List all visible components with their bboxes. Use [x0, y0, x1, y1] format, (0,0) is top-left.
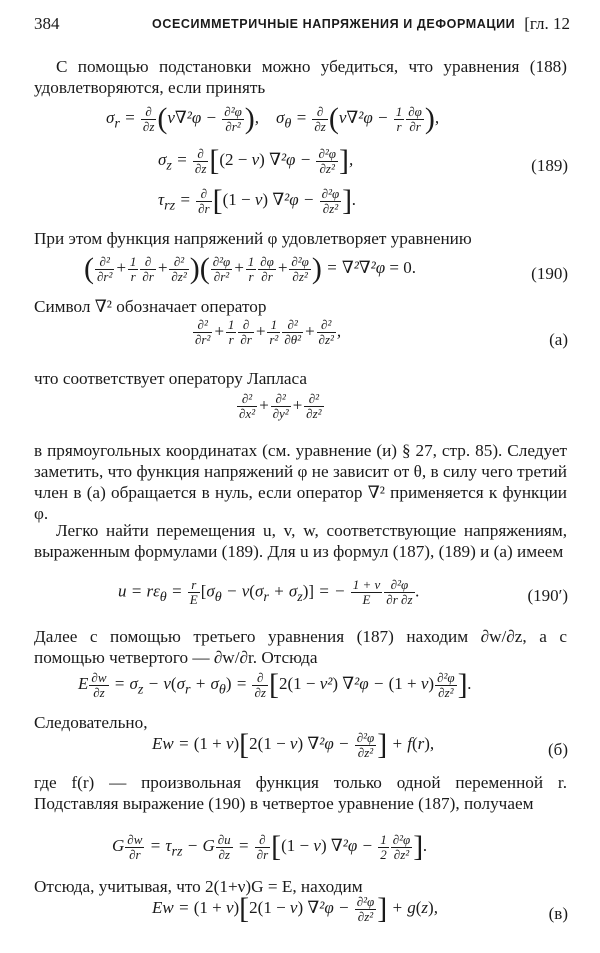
equation-189-line3: $\tau_{rz}$ = $\frac{\partial}{\partial r}$ [(1 − ν) ∇²φ − $\frac{\text{∂²φ}}{\text{∂z²}}$ ]. [158, 184, 357, 217]
equation-g-dw-dr: G $\frac{\partial w}{\partial r}$ = $\tau_{rz} - G$ $\frac{\partial u}{\partial z}$ = $\frac{\partial}{\partial r}$ [(1 − ν) ∇²φ − $\frac{1}{2}$ $\frac{\text{∂²φ}}{\text{∂z²}}$ ]. [112, 830, 428, 863]
paragraph-1: С помощью подстановки можно убедиться, что уравнения (188) удовлетворяются, если принять [34, 57, 567, 97]
page-number: 384 [34, 14, 60, 33]
paragraph-7: Далее с помощью третьего уравнения (187) находим ∂w/∂z, а с помощью четвертого — ∂w/∂r. Отсюда [34, 627, 567, 667]
paragraph-6: Легко найти перемещения u, v, w, соответствующие напряжениям, выраженным формулами (189). Для u из формул (187), (189) и (а) имеем [34, 521, 567, 561]
equation-b: Ew = (1 + ν)[2(1 − ν) ∇²φ − $\frac{\text{∂²φ}}{\text{∂z²}}$ ] + f(r), [152, 728, 435, 761]
equation-189-line2: $\sigma_z$ = $\frac{\partial}{\partial z}$ [(2 − ν) ∇²φ − $\frac{\text{∂²φ}}{\text{∂z²}}$ ], [158, 144, 354, 177]
equation-b-number: (б) [548, 740, 568, 759]
equation-a-number: (а) [549, 330, 568, 349]
running-title: ОСЕСИММЕТРИЧНЫЕ НАПРЯЖЕНИЯ И ДЕФОРМАЦИИ [152, 17, 516, 31]
equation-189-line1: $\sigma_r$ = $\frac{\partial}{\partial z}$ (ν∇²φ − $\frac{\text{∂²φ}}{\text{∂r²}}$ ), $\sigma_\theta$ = $\frac{\partial}{\partial z}$ (ν∇²φ − $\frac{1}{r}$ $\frac{\partial\varphi}{\partial r}$ ), [106, 102, 440, 135]
equation-190-number: (190) [531, 264, 568, 283]
equation-190-prime: $u = r\varepsilon_\theta$ = $\frac{r}{E}$ $[\sigma_\theta - \nu(\sigma_r + \sigma_z)]$ = − $\frac{1 + \nu}{E}$ $\frac{\text{∂²φ}}{\partial r \partial z}$ . [118, 577, 420, 607]
running-header [34, 14, 570, 38]
paragraph-10: Отсюда, учитывая, что 2(1+ν)G = E, находим [34, 877, 363, 896]
paragraph-5: в прямоугольных координатах (см. уравнение (и) § 27, стр. 85). Следует заметить, что функция напряжений φ не зависит от θ, в силу чего третий член в (а) обращается в нуль, если оператор ∇² применяется к функции φ. [34, 441, 567, 523]
paragraph-4: что соответствует оператору Лапласа [34, 369, 308, 388]
paragraph-3: Символ ∇² обозначает оператор [34, 297, 267, 316]
paragraph-8: Следовательно, [34, 713, 148, 732]
chapter-label: [гл. 12 [524, 14, 570, 33]
equation-189-number: (189) [531, 156, 568, 175]
equation-v-number: (в) [548, 904, 568, 923]
equation-laplace: $\frac{\text{∂²}}{\text{∂x²}}$ + $\frac{\text{∂²}}{\text{∂y²}}$ + $\frac{\text{∂²}}{\text{∂z²}}$ [239, 391, 322, 421]
equation-e-dw-dz: E $\frac{\partial w}{\partial z}$ = $\sigma_z - \nu(\sigma_r + \sigma_\theta)$ = $\frac{\partial}{\partial z}$ [2(1 − ν²) ∇²φ − (1 + ν) $\frac{\text{∂²φ}}{\text{∂z²}}$ ]. [78, 668, 472, 701]
equation-v: Ew = (1 + ν)[2(1 − ν) ∇²φ − $\frac{\text{∂²φ}}{\text{∂z²}}$ ] + g(z), [152, 892, 438, 925]
paragraph-2: При этом функция напряжений φ удовлетворяет уравнению [34, 229, 472, 248]
equation-a: $\frac{\text{∂²}}{\text{∂r²}}$ + $\frac{1}{r}$ $\frac{\partial}{\partial r}$ + $\frac{1}{\text{r²}}$ $\frac{\text{∂²}}{\text{∂θ²}}$ + $\frac{\text{∂²}}{\text{∂z²}}$ , [195, 317, 342, 347]
paragraph-9: где f(r) — произвольная функция только одной переменной r. Подставляя выражение (190) в четвертое уравнение (187), получаем [34, 773, 567, 813]
equation-190-prime-number: (190′) [527, 586, 568, 605]
equation-190: ( $\frac{\text{∂²}}{\text{∂r²}}$ + $\frac{1}{r}$ $\frac{\partial}{\partial r}$ + $\frac{\text{∂²}}{\text{∂z²}}$ )( $\frac{\text{∂²φ}}{\text{∂r²}}$ + $\frac{1}{r}$ $\frac{\partial\varphi}{\partial r}$ + $\frac{\text{∂²φ}}{\text{∂z²}}$ ) = ∇²∇²φ = 0. [84, 252, 417, 285]
